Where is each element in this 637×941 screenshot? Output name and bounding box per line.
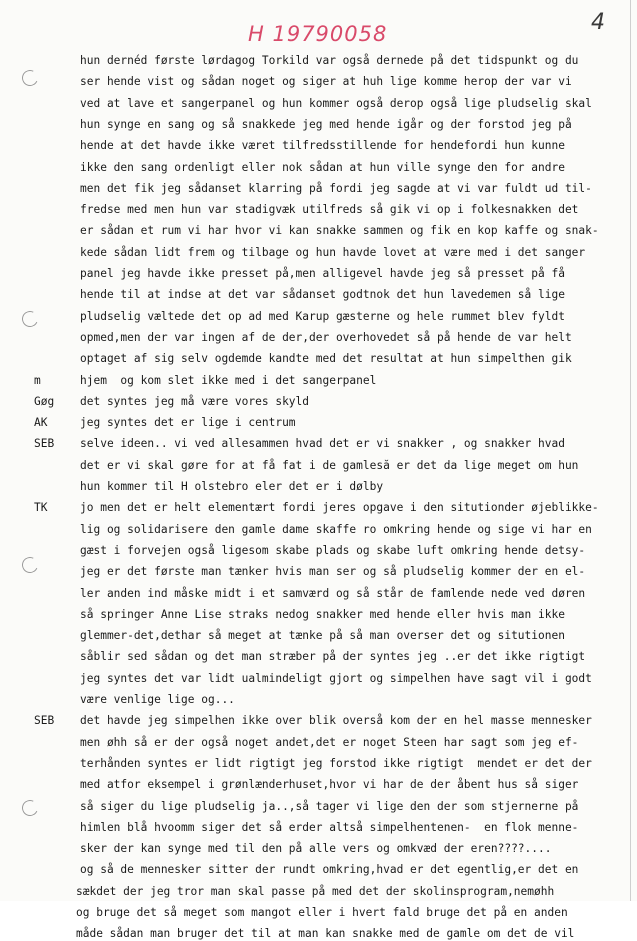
- line-text: hun kommer til H olstebro eler det er i dølby: [80, 480, 384, 493]
- line-text: hun dernéd første lørdagog Torkild var også dernede på det tidspunkt og du: [80, 54, 579, 67]
- line-text: jeg syntes det var lidt ualmindeligt gjort og simpelhen have sagt vil i godt: [80, 671, 592, 685]
- line-text: hjem og kom slet ikke med i det sangerpanel: [80, 373, 377, 387]
- line-text: opmed,men der var ingen af de der,der overhovedet så på hende de var helt: [80, 330, 572, 344]
- line-text: pludselig væltede det op ad med Karup gæsterne og hele rummet blev fyldt: [80, 309, 565, 323]
- line-text: ikke den sang ordenligt eller nok sådan at hun ville synge den for andre: [80, 160, 565, 174]
- punch-hole-mark: [20, 68, 41, 89]
- line-text: det er vi skal gøre for at få fat i de gamlesă er det da lige meget om hun: [80, 458, 579, 472]
- punch-hole-mark: [20, 309, 41, 330]
- line-text: måde sådan man bruger det til at man kan snakke med de gamle om det de vil: [76, 927, 575, 941]
- line-text: optaget af sig selv ogdemde kandte med det resultat at hun simpelthen gik: [80, 352, 572, 366]
- line-text: det havde jeg simpelhen ikke over blik overså kom der en hel masse mennesker: [80, 714, 592, 728]
- line-text: jeg er det første man tænker hvis man ser og så pludselig kommer der en el-: [80, 565, 586, 579]
- punch-hole-mark: [20, 555, 41, 576]
- line-text: sker der kan synge med til den på alle vers og omkvæd der eren????....: [80, 842, 552, 856]
- line-text: ved at lave et sangerpanel og hun kommer også derop også lige pludselig skal: [80, 96, 592, 110]
- line-text: hende at det havde ikke været tilfredsstillende for hendefordi hun kunne: [80, 139, 565, 153]
- line-text: himlen blå hvoomm siger det så erder altså simpelhentenen- en flok menne-: [80, 820, 579, 834]
- line-text: jeg syntes det er lige i centrum: [80, 416, 296, 430]
- line-text: lig og solidarisere den gamle dame skaffe ro omkring hende og sige vi har en: [80, 522, 592, 536]
- page-number: 4: [591, 10, 605, 35]
- punch-hole-mark: [20, 798, 41, 819]
- line-text: terhånden syntes er lidt rigtigt jeg forstod ikke rigtigt mendet er det der: [80, 756, 592, 770]
- line-text: såblir sed sådan og det man stræber på der syntes jeg ..er det ikke rigtigt: [80, 650, 586, 664]
- line-text: kede sådan lidt frem og tilbage og hun havde lovet at være med i det sanger: [80, 245, 586, 259]
- speaker-label: SEB: [34, 714, 55, 728]
- speaker-label: Gøg: [34, 394, 55, 408]
- line-text: glemmer-det,dethar så meget at tænke på så man overser det og situtionen: [80, 629, 565, 643]
- line-text: ser hende vist og sådan noget og siger at huh lige komme herop der var vi: [80, 75, 572, 89]
- line-text: gæst i forvejen også ligesom skabe plads og skabe luft omkring hende detsy-: [80, 543, 586, 557]
- speaker-label: AK: [34, 416, 48, 430]
- speaker-label: SEB: [34, 437, 55, 451]
- speaker-label: TK: [34, 501, 48, 515]
- line-text: selve ideen.. vi ved allesammen hvad det er vi snakker , og snakker hvad: [80, 437, 565, 451]
- line-text: det syntes jeg må være vores skyld: [80, 394, 310, 408]
- line-text: sækdet der jeg tror man skal passe på med det der skolinsprogram,nemøhh: [76, 884, 555, 898]
- line-text: panel jeg havde ikke presset på,men alligevel havde jeg så presset på få: [80, 267, 565, 280]
- line-text: så siger du lige pludselig ja..,så tager vi lige den der som stjernerne på: [80, 799, 579, 813]
- page-edge-divider: [630, 0, 631, 901]
- line-text: og bruge det så meget som mangot eller i hvert fald bruge det på en anden: [76, 906, 568, 919]
- line-text: fredse med men hun var stadigvæk utilfreds så gik vi op i folkesnakken det: [80, 203, 579, 217]
- line-text: med atfor eksempel i grønlænderhuset,hvor vi har de der åbent hus så siger: [80, 778, 579, 792]
- line-text: er sådan et rum vi har hvor vi kan snakke sammen og fik en kop kaffe og snak-: [80, 224, 599, 238]
- line-text: jo men det er helt elementært fordi jeres opgave i den situtionder øjeblikke-: [80, 501, 599, 515]
- line-text: men øhh så er der også noget andet,det er noget Steen har sagt som jeg ef-: [80, 735, 579, 749]
- line-text: hende til at indse at det var sådanset godtnok det hun lavedemen så lige: [80, 288, 565, 302]
- archive-id-stamp: H 19790058: [248, 22, 388, 46]
- speaker-label: m: [34, 373, 41, 387]
- line-text: ler anden ind måske midt i et samværd og så står de famlende nede ved døren: [80, 586, 586, 600]
- line-text: og så de mennesker sitter der rundt omkring,hvad er det egentlig,er det en: [80, 863, 579, 877]
- line-text: hun synge en sang og så snakkede jeg med hende igår og der forstod jeg på: [80, 117, 572, 131]
- line-text: være venlige lige og...: [80, 693, 235, 706]
- line-text: så springer Anne Lise straks nedog snakker med hende eller hvis man ikke: [80, 607, 565, 621]
- line-text: men det fik jeg sådanset klarring på fordi jeg sagde at vi var fuldt ud til-: [80, 181, 592, 195]
